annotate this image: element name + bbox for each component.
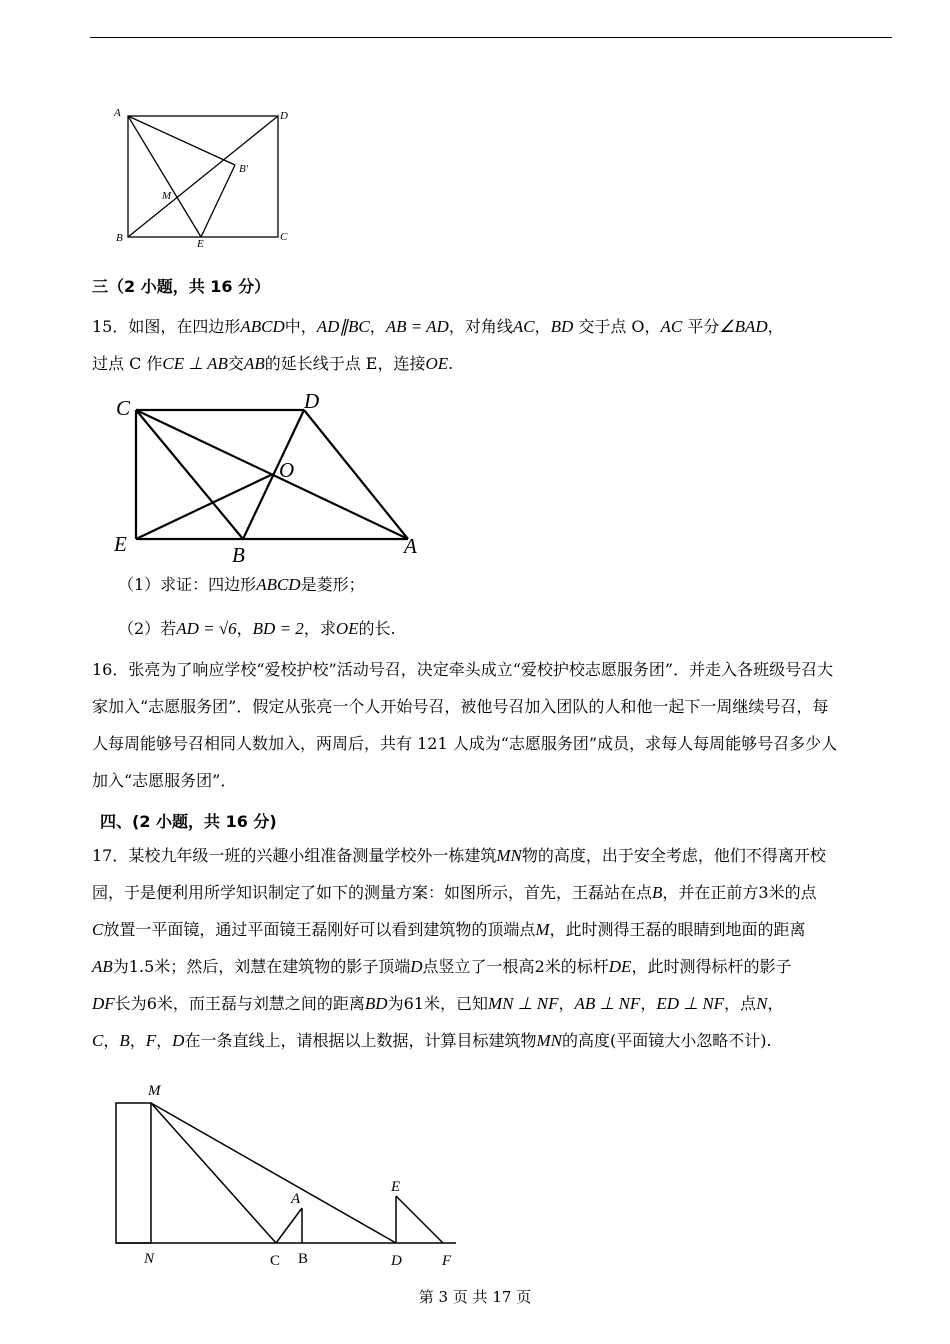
label-e: E	[391, 1179, 401, 1195]
q16-line-1: 16．张亮为了响应学校“爱校护校”活动号召，决定牵头成立“爱校护校志愿服务团”．并走入各班级号召大	[92, 660, 834, 679]
seg-e-f	[396, 1196, 443, 1243]
label-c: C	[280, 231, 288, 243]
seg-b-d	[128, 116, 278, 237]
q17-line-2: 园，于是便利用所学知识制定了如下的测量方案：如图所示，首先，王磊站在点B，并在正前方3米的点	[92, 883, 817, 902]
seg-c-b	[136, 410, 243, 539]
label-e: E	[197, 238, 204, 250]
q16-line-4: 加入“志愿服务团”．	[92, 771, 237, 790]
label-b: B	[116, 232, 123, 244]
question-16	[92, 651, 892, 799]
label-bprime: B′	[239, 163, 249, 175]
seg-bprime-e	[201, 165, 235, 237]
seg-m-c	[151, 1103, 276, 1243]
seg-a-e	[128, 116, 201, 237]
label-m: M	[162, 190, 172, 202]
page-footer: 第 3 页 共 17 页	[418, 1288, 532, 1306]
figure-building-measure	[108, 1075, 468, 1270]
label-a: A	[114, 107, 121, 119]
label-o: O	[279, 458, 295, 482]
q15-sub-1: （1）求证：四边形ABCD是菱形；	[118, 575, 365, 594]
q17-line-3: C放置一平面镜，通过平面镜王磊刚好可以看到建筑物的顶端点M，此时测得王磊的眼睛到地面的距离	[92, 920, 806, 939]
figure-rhombus-svg	[108, 388, 428, 566]
question-17	[92, 837, 892, 1059]
q17-line-6: C，B，F，D在一条直线上，请根据以上数据，计算目标建筑物MN的高度(平面镜大小忽略不计).	[92, 1031, 772, 1050]
seg-m-d	[151, 1103, 396, 1243]
q17-line-4: AB为1.5米；然后，刘慧在建筑物的影子顶端D点竖立了一根高2米的标杆DE，此时测得标杆的影子	[92, 957, 792, 976]
figure-rectangle-fold-svg	[108, 104, 298, 250]
building-body	[116, 1103, 151, 1243]
q17-line-1: 17．某校九年级一班的兴趣小组准备测量学校外一栋建筑MN物的高度，出于安全考虑，他们不得离开校	[92, 846, 826, 865]
section-4-title: 四、(2 小题，共 16 分)	[100, 812, 277, 831]
label-b: B	[298, 1251, 309, 1267]
seg-d-a	[304, 410, 408, 539]
figure-building-measure-svg	[108, 1075, 468, 1270]
q16-line-2: 家加入“志愿服务团”．假定从张亮一个人开始号召，被他号召加入团队的人和他一起下一周继续号召，每	[92, 697, 829, 716]
label-e: E	[114, 532, 127, 556]
section-3-title: 三（2 小题，共 16 分）	[92, 277, 271, 296]
label-c: C	[270, 1253, 281, 1269]
label-f: F	[442, 1253, 452, 1269]
label-a: A	[291, 1191, 301, 1207]
label-c: C	[116, 396, 131, 420]
label-n: N	[144, 1251, 155, 1267]
label-d: D	[391, 1253, 402, 1269]
q17-line-5: DF长为6米，而王磊与刘慧之间的距离BD为61米，已知MN ⊥ NF，AB ⊥ NF，ED ⊥ NF，点N，	[92, 994, 784, 1013]
label-b: B	[232, 543, 245, 566]
q15-line-1: 15．如图，在四边形ABCD中，AD∥BC，AB = AD，对角线AC，BD 交于点 O，AC 平分∠BAD，	[92, 317, 784, 336]
label-d: D	[280, 110, 288, 122]
q15-sub-2: （2）若AD = √6，BD = 2，求OE的长.	[118, 619, 396, 638]
label-m: M	[148, 1083, 161, 1099]
label-d: D	[304, 389, 320, 413]
header-rule	[90, 37, 892, 38]
figure-rectangle-fold	[108, 104, 298, 250]
q16-line-3: 人每周能够号召相同人数加入，两周后，共有 121 人成为“志愿服务团”成员，求每人每周能够号召多少人	[92, 734, 838, 753]
figure-rhombus	[108, 388, 428, 566]
seg-d-b	[243, 410, 304, 539]
q15-line-2: 过点 C 作CE ⊥ AB交AB的延长线于点 E，连接OE.	[92, 354, 454, 373]
label-a: A	[404, 534, 417, 558]
question-15	[92, 308, 892, 382]
seg-e-o	[136, 474, 273, 539]
seg-c-a	[276, 1208, 302, 1243]
seg-a-bprime	[128, 116, 235, 165]
